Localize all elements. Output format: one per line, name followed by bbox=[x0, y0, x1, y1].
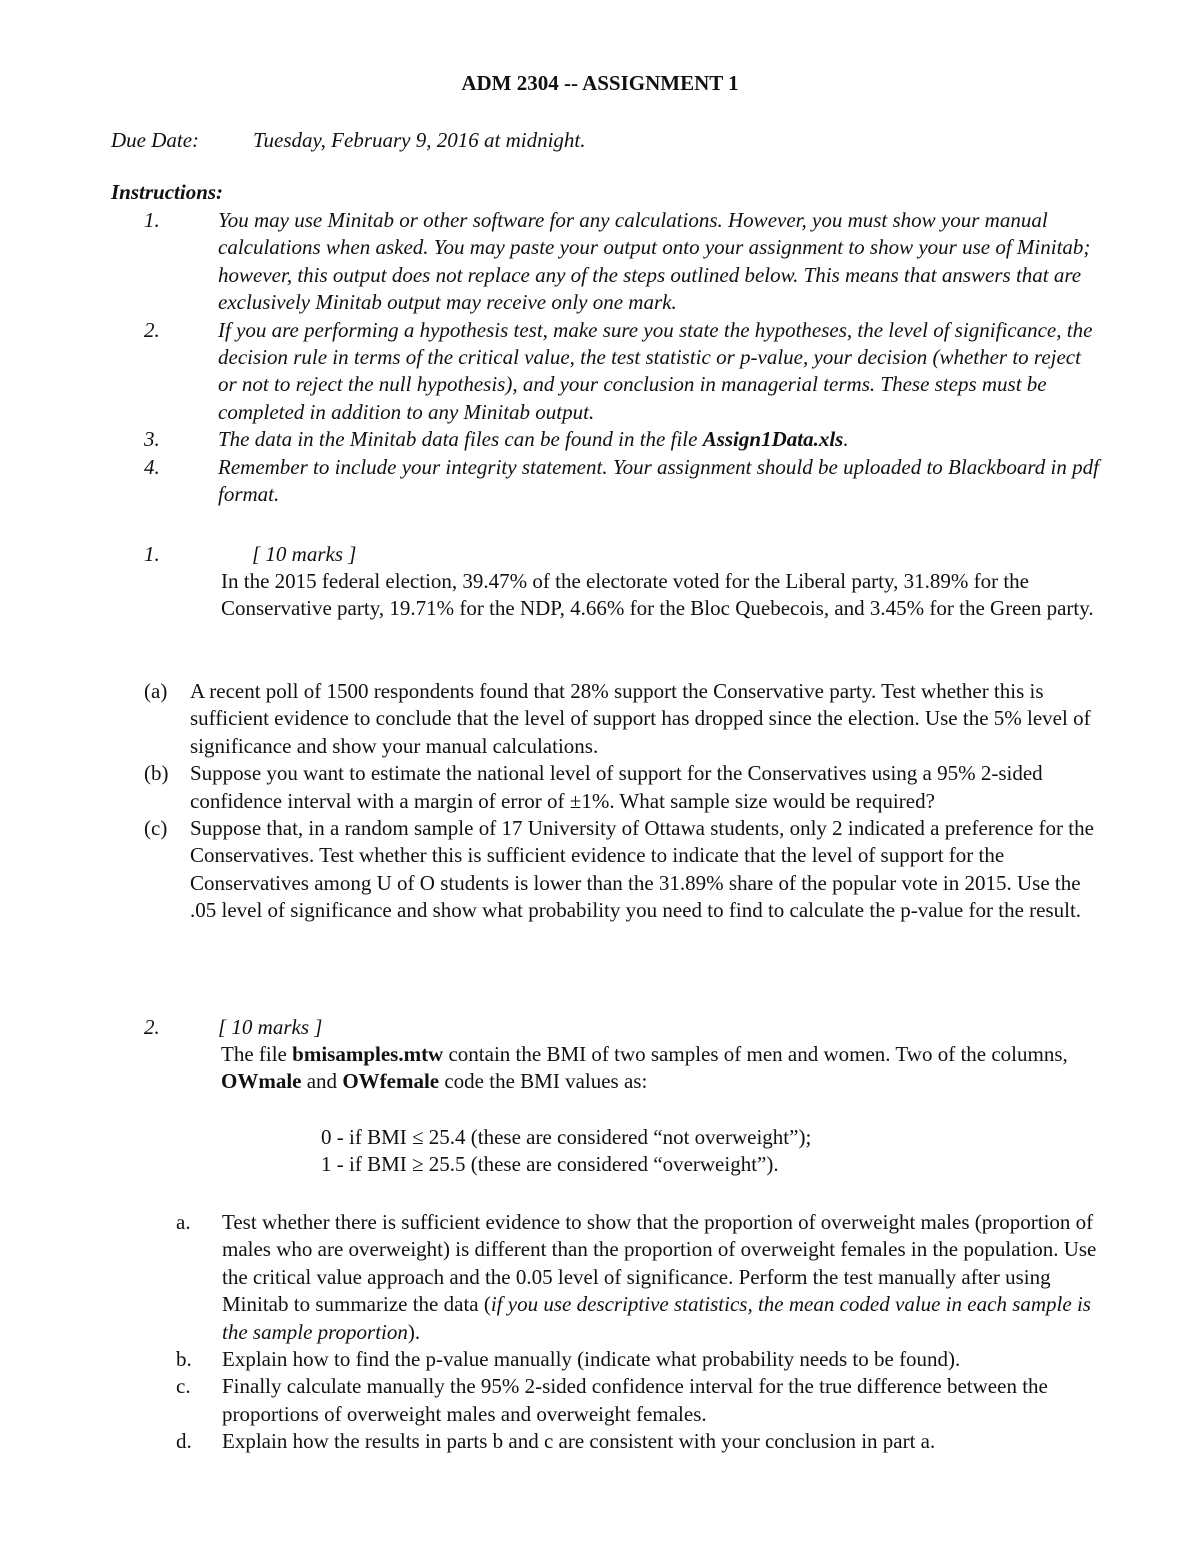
part-text: Explain how the results in parts b and c are consistent with your conclusion in part a. bbox=[222, 1429, 936, 1454]
part-text bbox=[222, 1209, 1106, 1346]
part-text-segment: Test whether there is sufficient evidence to show that the proportion of overweight males (proportion of males who are overweight) is different than the proportion of overweight females in the population. Use the critical value approach and the 0.05 level of significance. Perform the test manually after using Minitab to summarize the data ( bbox=[222, 1210, 1097, 1317]
body-text: code the BMI values as: bbox=[439, 1069, 648, 1094]
part-label: b. bbox=[176, 1347, 192, 1372]
instruction-text bbox=[218, 426, 1104, 453]
question-2-parts bbox=[176, 1209, 1106, 1456]
due-date bbox=[111, 127, 586, 154]
part-text-segment: ). bbox=[407, 1319, 421, 1344]
data-file-name: Assign1Data.xls bbox=[702, 427, 844, 452]
question-1-parts bbox=[144, 678, 1104, 925]
instruction-text: If you are performing a hypothesis test, make sure you state the hypotheses, the level of significance, the decision rule in terms of the critical value, the test statistic or p-value, your decision (whether to reject or not to reject the null hypothesis), and your conclusion in managerial terms. These steps must be completed in addition to any Minitab output. bbox=[218, 317, 1093, 424]
instruction-text: You may use Minitab or other software for any calculations. However, you must show your manual calculations when asked. You may paste your output onto your assignment to show your use of Minitab; however, this output does not replace any of the steps outlined below. This means that answers that are exclusively Minitab output may receive only one mark. bbox=[218, 208, 1091, 315]
page-title: ADM 2304 -- ASSIGNMENT 1 bbox=[461, 71, 739, 95]
question-2-header bbox=[144, 1014, 1104, 1041]
question-part bbox=[176, 1346, 1106, 1373]
column-name: OWfemale bbox=[342, 1069, 440, 1094]
body-text: The file bbox=[221, 1042, 293, 1066]
question-part bbox=[176, 1428, 1106, 1455]
due-date-label: Due Date: bbox=[111, 128, 200, 152]
question-number: 2. bbox=[144, 1015, 160, 1039]
part-label: a. bbox=[176, 1210, 191, 1234]
part-label: c. bbox=[176, 1374, 191, 1399]
bmi-codes bbox=[321, 1124, 811, 1179]
due-date-value: Tuesday, February 9, 2016 at midnight. bbox=[253, 128, 586, 152]
instruction-text-part: The data in the Minitab data files can be found in the file bbox=[218, 427, 703, 452]
instructions-heading: Instructions: bbox=[111, 180, 224, 204]
question-part bbox=[176, 1373, 1106, 1428]
bmi-code-line: 0 - if BMI ≤ 25.4 (these are considered “not overweight”); bbox=[321, 1125, 812, 1149]
question-part bbox=[144, 815, 1104, 925]
body-text: and bbox=[301, 1069, 343, 1094]
instruction-number: 3. bbox=[144, 427, 160, 452]
question-marks: [ 10 marks ] bbox=[218, 1015, 323, 1039]
instruction-number: 4. bbox=[144, 454, 160, 479]
body-text: contain the BMI of two samples of men and women. Two of the columns, bbox=[443, 1042, 1068, 1066]
question-number: 1. bbox=[144, 542, 160, 566]
part-label: d. bbox=[176, 1429, 192, 1454]
part-label: (b) bbox=[144, 761, 169, 786]
instruction-number: 2. bbox=[144, 317, 160, 342]
bmi-code-line: 1 - if BMI ≥ 25.5 (these are considered “overweight”). bbox=[321, 1152, 779, 1177]
question-part bbox=[144, 760, 1104, 815]
part-text: Suppose that, in a random sample of 17 University of Ottawa students, only 2 indicated a preference for the Conservatives. Test whether this is sufficient evidence to indicate that the level of support for the Conservatives among U of O students is lower than the 31.89% share of the popular vote in 2015. Use the .05 level of significance and show what probability you need to find to calculate the p-value for the result. bbox=[190, 816, 1094, 923]
question-marks: [ 10 marks ] bbox=[252, 542, 357, 566]
instruction-item bbox=[144, 317, 1104, 427]
part-text: Explain how to find the p-value manually (indicate what probability needs to be found). bbox=[222, 1347, 961, 1372]
instruction-text-part: . bbox=[843, 427, 849, 452]
part-text: Suppose you want to estimate the national level of support for the Conservatives using a 95% 2-sided confidence interval with a margin of error of ±1%. What sample size would be required? bbox=[190, 761, 1043, 813]
question-1-header bbox=[144, 541, 1104, 568]
part-text-italic: if you use descriptive statistics, the mean coded value in each sample is the sample proportion bbox=[222, 1292, 1091, 1344]
part-text: A recent poll of 1500 respondents found that 28% support the Conservative party. Test whether this is sufficient evidence to conclude that the level of support has dropped since the election. Use the 5% level of significance and show your manual calculations. bbox=[190, 679, 1091, 758]
instruction-item bbox=[144, 426, 1104, 453]
instruction-number: 1. bbox=[144, 208, 160, 232]
instruction-text: Remember to include your integrity statement. Your assignment should be uploaded to Blackboard in pdf format. bbox=[218, 454, 1099, 507]
instruction-item bbox=[144, 454, 1104, 509]
question-2-body bbox=[221, 1041, 1106, 1096]
part-label: (c) bbox=[144, 816, 168, 841]
part-text: Finally calculate manually the 95% 2-sided confidence interval for the true difference between the proportions of overweight males and overweight females. bbox=[222, 1374, 1048, 1426]
question-part bbox=[176, 1209, 1106, 1346]
data-file-name: bmisamples.mtw bbox=[292, 1042, 444, 1066]
instruction-item bbox=[144, 207, 1104, 317]
part-label: (a) bbox=[144, 679, 168, 703]
instructions-list bbox=[144, 207, 1104, 508]
column-name: OWmale bbox=[221, 1069, 302, 1094]
question-1-body: In the 2015 federal election, 39.47% of the electorate voted for the Liberal party, 31.89% for the Conservative party, 19.71% for the NDP, 4.66% for the Bloc Quebecois, and 3.45% for the Green party. bbox=[221, 569, 1094, 621]
question-part bbox=[144, 678, 1104, 760]
